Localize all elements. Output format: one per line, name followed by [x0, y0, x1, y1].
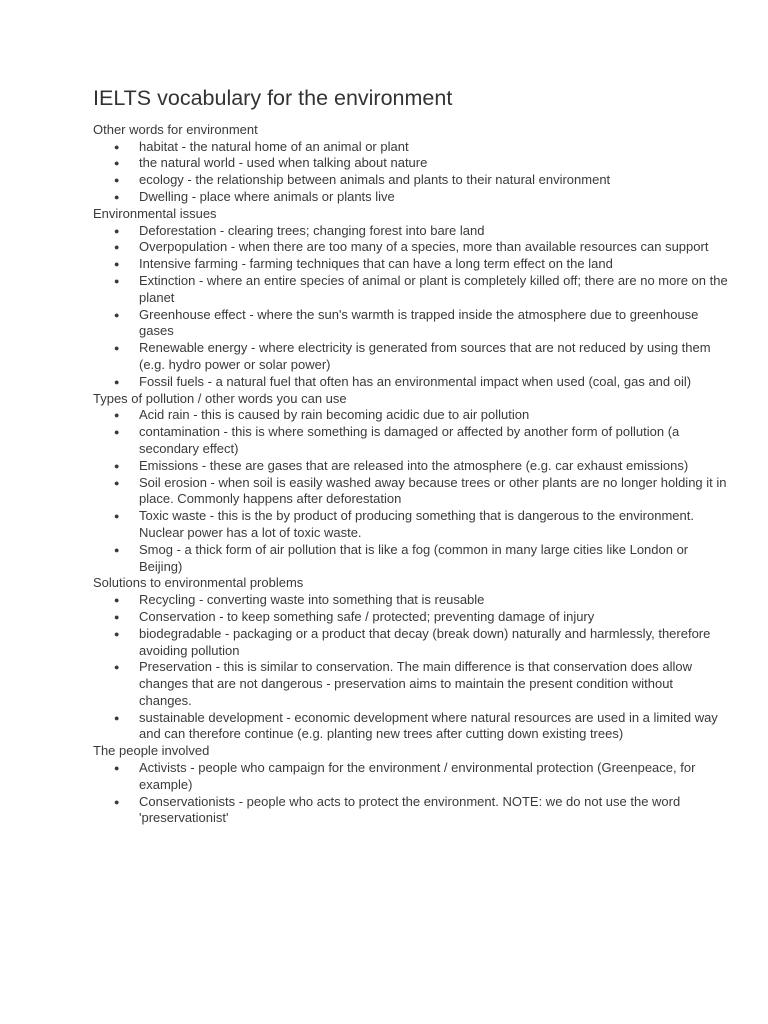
list-item: ● Soil erosion - when soil is easily washed away because trees or other plants are no longer holding it in place. Commonly happens after deforestation	[139, 475, 728, 509]
section-environmental-issues	[93, 206, 728, 391]
document-title: IELTS vocabulary for the environment	[93, 86, 453, 110]
list-item: ● Dwelling - place where animals or plants live	[139, 189, 728, 206]
section-heading: Solutions to environmental problems	[93, 575, 304, 591]
bullet-list	[93, 592, 728, 743]
section-other-words	[93, 122, 728, 206]
bullet-list	[93, 407, 728, 575]
list-item: ● Toxic waste - this is the by product of producing something that is dangerous to the environment. Nuclear power has a lot of toxic waste.	[139, 508, 728, 542]
list-item: ● sustainable development - economic development where natural resources are used in a limited way and can therefore continue (e.g. planting new trees after cutting down existing trees)	[139, 710, 728, 744]
list-item: ● habitat - the natural home of an animal or plant	[139, 139, 728, 156]
list-item: ● Overpopulation - when there are too many of a species, more than available resources can support	[139, 239, 728, 256]
section-solutions	[93, 575, 728, 743]
list-item: ● Acid rain - this is caused by rain becoming acidic due to air pollution	[139, 407, 728, 424]
list-item: ● Deforestation - clearing trees; changing forest into bare land	[139, 223, 728, 240]
section-types-of-pollution	[93, 391, 728, 576]
list-item: ● Greenhouse effect - where the sun's warmth is trapped inside the atmosphere due to greenhouse gases	[139, 307, 728, 341]
list-item: ● Recycling - converting waste into something that is reusable	[139, 592, 728, 609]
list-item: ● Preservation - this is similar to conservation. The main difference is that conservation does allow changes that are not dangerous - preservation aims to maintain the present condition without changes.	[139, 659, 728, 709]
list-item: ● Conservation - to keep something safe / protected; preventing damage of injury	[139, 609, 728, 626]
section-heading: Environmental issues	[93, 205, 217, 221]
section-people-involved	[93, 743, 728, 827]
list-item: ● Emissions - these are gases that are released into the atmosphere (e.g. car exhaust emissions)	[139, 458, 728, 475]
list-item: ● Intensive farming - farming techniques that can have a long term effect on the land	[139, 256, 728, 273]
list-item: ● Extinction - where an entire species of animal or plant is completely killed off; there are no more on the planet	[139, 273, 728, 307]
list-item: ● ecology - the relationship between animals and plants to their natural environment	[139, 172, 728, 189]
bullet-list	[93, 139, 728, 206]
section-heading: Types of pollution / other words you can use	[93, 390, 347, 406]
list-item: ● Renewable energy - where electricity is generated from sources that are not reduced by using them (e.g. hydro power or solar power)	[139, 340, 728, 374]
list-item: ● Smog - a thick form of air pollution that is like a fog (common in many large cities like London or Beijing)	[139, 542, 728, 576]
list-item: ● biodegradable - packaging or a product that decay (break down) naturally and harmlessly, therefore avoiding pollution	[139, 626, 728, 660]
section-heading: Other words for environment	[93, 121, 258, 137]
list-item: ● the natural world - used when talking about nature	[139, 155, 728, 172]
list-item: ● Conservationists - people who acts to protect the environment. NOTE: we do not use the word 'preservationist'	[139, 794, 728, 828]
section-heading: The people involved	[93, 743, 210, 759]
bullet-list	[93, 760, 728, 827]
list-item: ● contamination - this is where something is damaged or affected by another form of pollution (a secondary effect)	[139, 424, 728, 458]
list-item: ● Fossil fuels - a natural fuel that often has an environmental impact when used (coal, gas and oil)	[139, 374, 728, 391]
list-item: ● Activists - people who campaign for the environment / environmental protection (Greenpeace, for example)	[139, 760, 728, 794]
bullet-list	[93, 223, 728, 391]
